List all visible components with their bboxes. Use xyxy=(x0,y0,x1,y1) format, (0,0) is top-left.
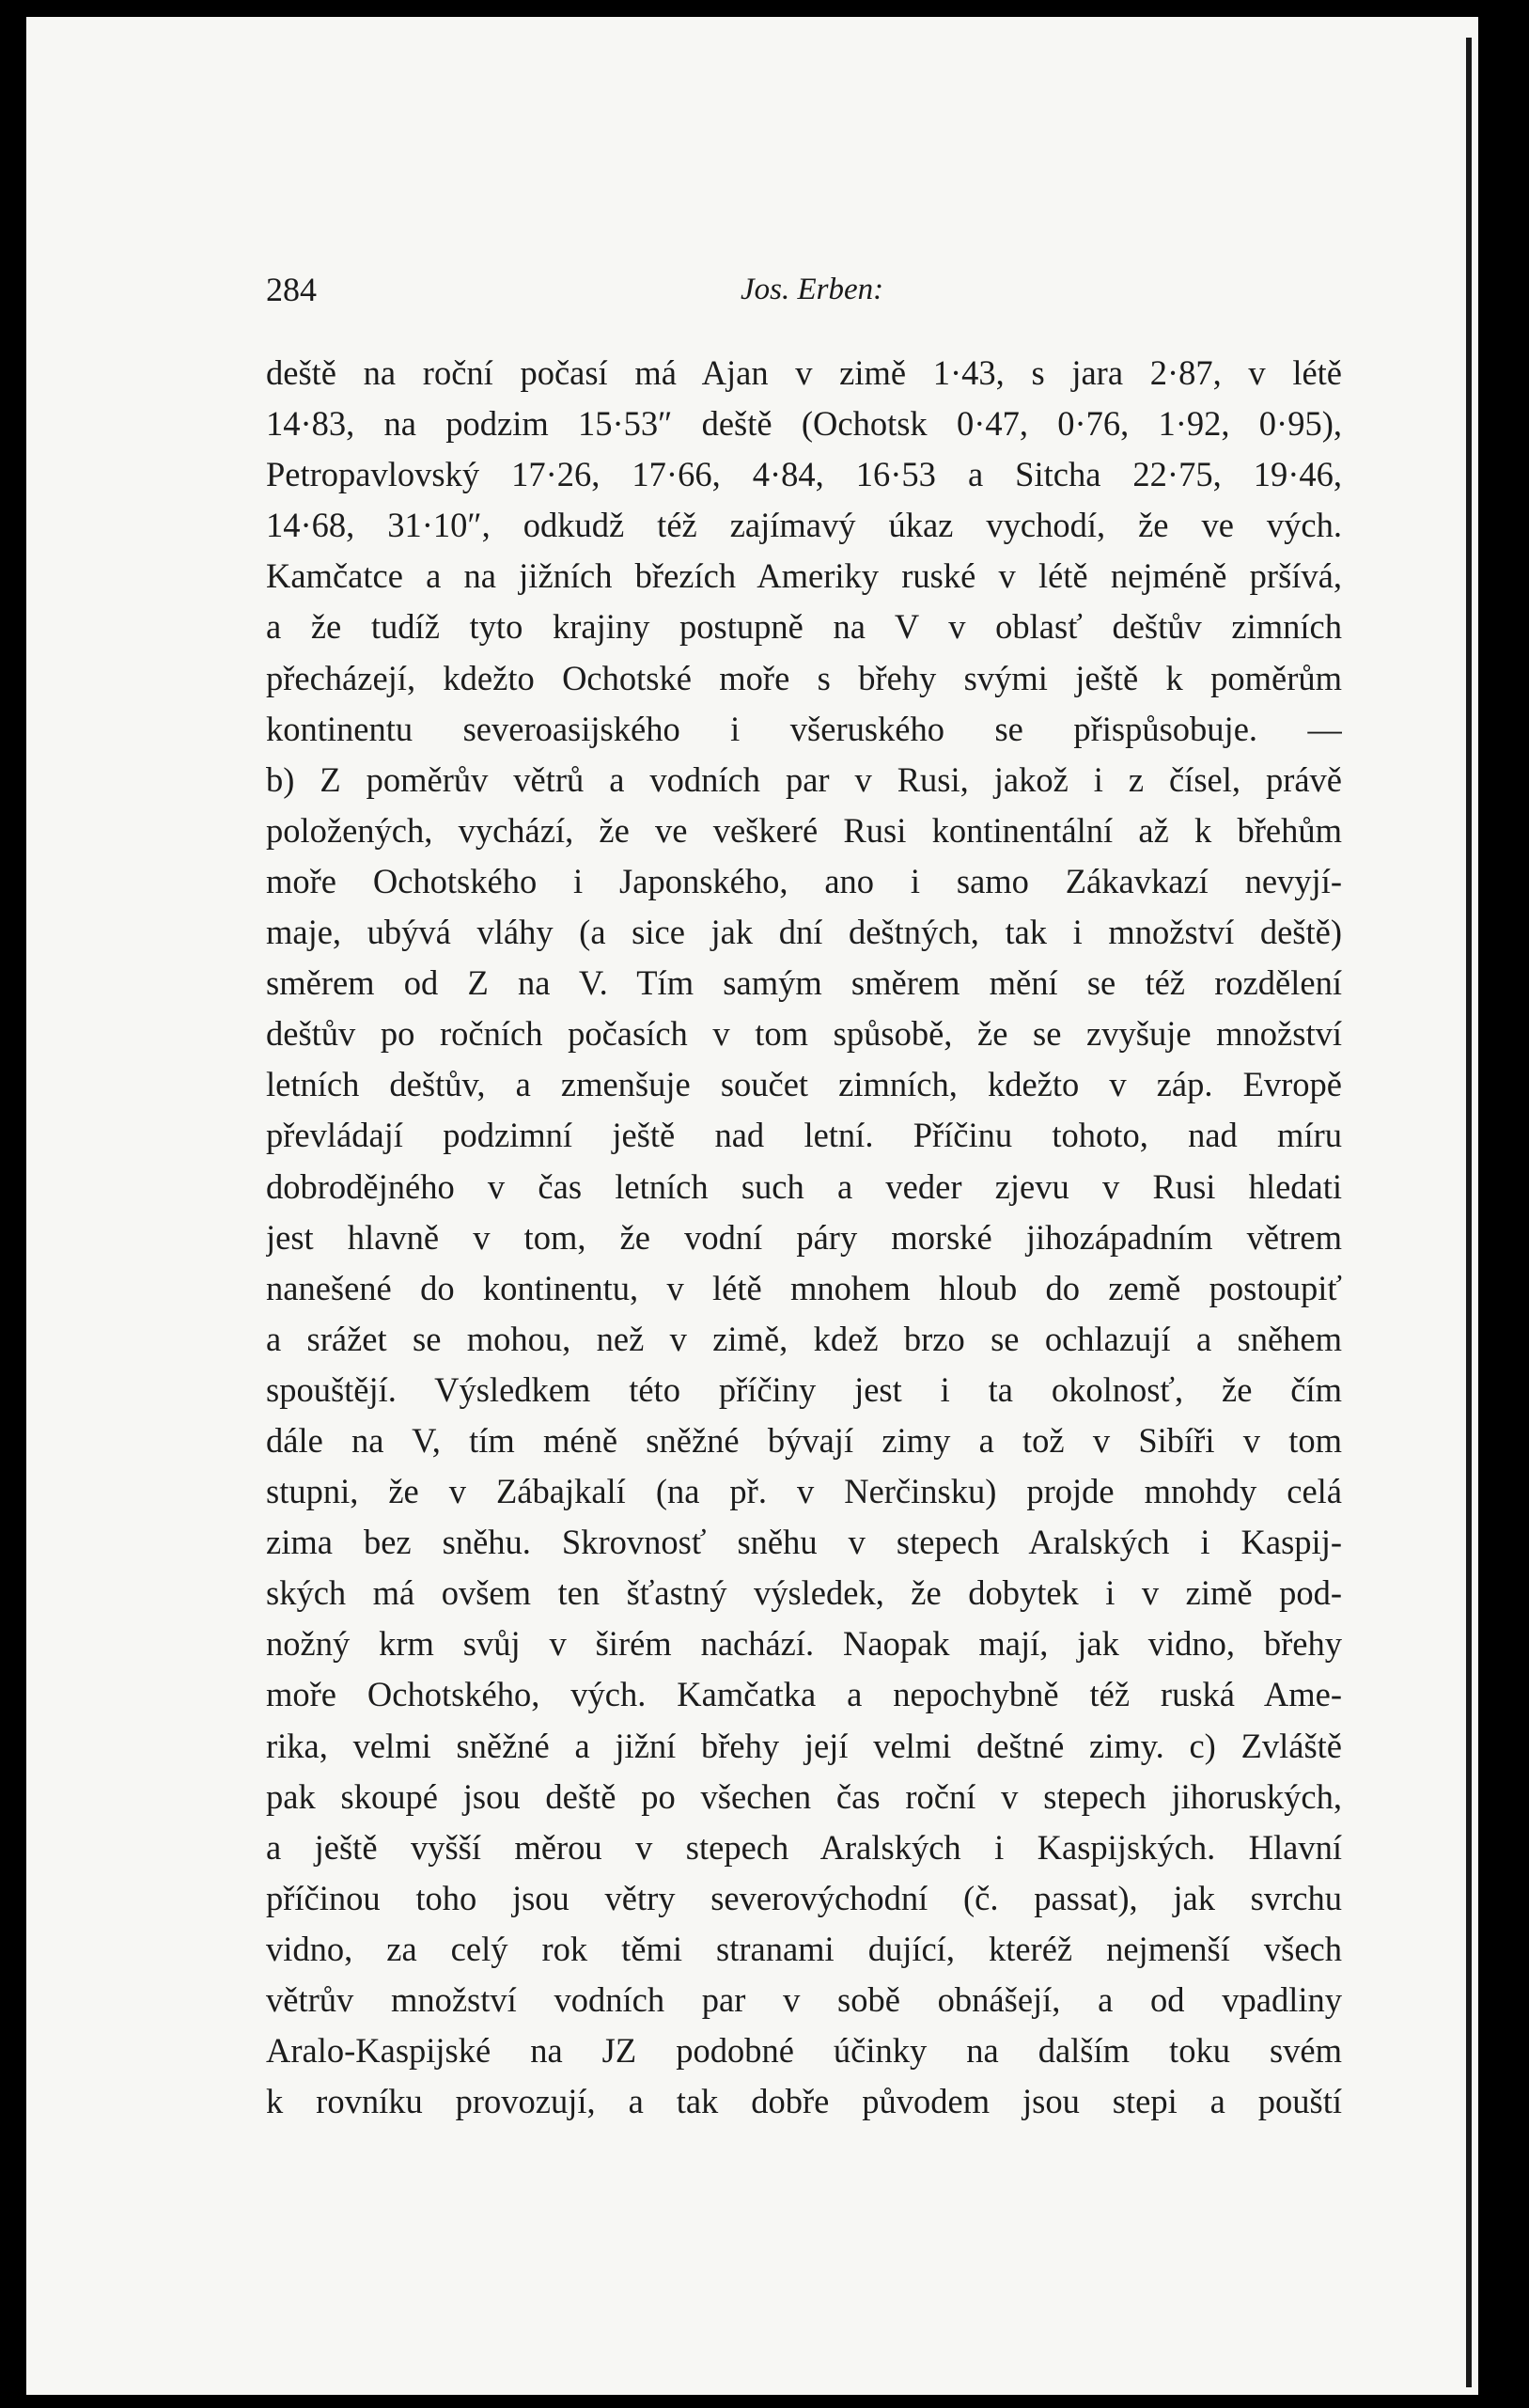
page-edge xyxy=(1466,38,1472,2387)
text-line: přecházejí, kdežto Ochotské moře s břehy svými ještě k poměrům xyxy=(266,658,1342,697)
text-line: dobrodějného v čas letních such a veder zjevu v Rusi hledati xyxy=(266,1166,1342,1206)
text-line: Aralo-Kaspijské na JZ podobné účinky na dalším toku svém xyxy=(266,2031,1342,2071)
text-line: pak skoupé jsou deště po všechen čas roční v stepech jihoruských, xyxy=(266,1776,1342,1816)
page-number: 284 xyxy=(266,271,317,308)
text-line: jest hlavně v tom, že vodní páry morské jihozápadním větrem xyxy=(266,1217,1342,1257)
running-head: Jos. Erben: xyxy=(741,273,884,306)
text-line: deštův po ročních počasích v tom spůsobě, že se zvyšuje množství xyxy=(266,1014,1342,1054)
body-text xyxy=(266,348,1342,2127)
text-line: položených, vychází, že ve veškeré Rusi kontinentální až k břehům xyxy=(266,810,1342,850)
text-line: ských má ovšem ten šťastný výsledek, že dobytek i v zimě pod- xyxy=(266,1573,1342,1613)
text-line: moře Ochotského, vých. Kamčatka a nepochybně též ruská Ame- xyxy=(266,1675,1342,1714)
text-line: b) Z poměrův větrů a vodních par v Rusi, jakož i z čísel, právě xyxy=(266,759,1342,799)
text-line: zima bez sněhu. Skrovnosť sněhu v stepech Aralských i Kaspij- xyxy=(266,1523,1342,1562)
text-line: příčinou toho jsou větry severovýchodní (č. passat), jak svrchu xyxy=(266,1878,1342,1917)
text-line: a srážet se mohou, než v zimě, kdež brzo se ochlazují a sněhem xyxy=(266,1319,1342,1358)
text-line: rika, velmi sněžné a jižní břehy její velmi deštné zimy. c) Zvláště xyxy=(266,1726,1342,1765)
text-line: moře Ochotského i Japonského, ano i samo Zákavkazí nevyjí- xyxy=(266,861,1342,900)
text-line: stupni, že v Zábajkalí (na př. v Nerčinsku) projde mnohdy celá xyxy=(266,1472,1342,1511)
text-line: a ještě vyšší měrou v stepech Aralských i Kaspijských. Hlavní xyxy=(266,1827,1342,1867)
text-line: spouštějí. Výsledkem této příčiny jest i ta okolnosť, že čím xyxy=(266,1369,1342,1409)
text-line: maje, ubývá vláhy (a sice jak dní deštných, tak i množství deště) xyxy=(266,913,1342,952)
text-line: větrův množství vodních par v sobě obnášejí, a od vpadliny xyxy=(266,1980,1342,2019)
text-line: letních deštův, a zmenšuje součet zimních, kdežto v záp. Evropě xyxy=(266,1065,1342,1104)
text-line: 14·83, na podzim 15·53″ deště (Ochotsk 0·47, 0·76, 1·92, 0·95), xyxy=(266,404,1342,444)
text-line: nožný krm svůj v širém nachází. Naopak mají, jak vidno, břehy xyxy=(266,1624,1342,1664)
text-line: k rovníku provozují, a tak dobře původem jsou stepi a pouští xyxy=(266,2082,1342,2121)
text-line: Kamčatce a na jižních březích Ameriky ruské v létě nejméně pršívá, xyxy=(266,556,1342,596)
text-line: vidno, za celý rok těmi stranami dující, kteréž nejmenší všech xyxy=(266,1929,1342,1968)
text-line: deště na roční počasí má Ajan v zimě 1·43, s jara 2·87, v létě xyxy=(266,353,1342,392)
text-line: převládají podzimní ještě nad letní. Příčinu tohoto, nad míru xyxy=(266,1116,1342,1155)
text-line: 14·68, 31·10″, odkudž též zajímavý úkaz vychodí, že ve vých. xyxy=(266,506,1342,545)
text-line: kontinentu severoasijského i všeruského se přispůsobuje. — xyxy=(266,709,1342,748)
text-line: a že tudíž tyto krajiny postupně na V v oblasť deštův zimních xyxy=(266,607,1342,647)
text-line: nanešené do kontinentu, v létě mnohem hloub do země postoupiť xyxy=(266,1268,1342,1307)
text-line: směrem od Z na V. Tím samým směrem mění se též rozdělení xyxy=(266,963,1342,1003)
page-header xyxy=(266,266,1342,313)
text-line: dále na V, tím méně sněžné bývají zimy a tož v Sibíři v tom xyxy=(266,1420,1342,1460)
text-line: Petropavlovský 17·26, 17·66, 4·84, 16·53 a Sitcha 22·75, 19·46, xyxy=(266,455,1342,494)
